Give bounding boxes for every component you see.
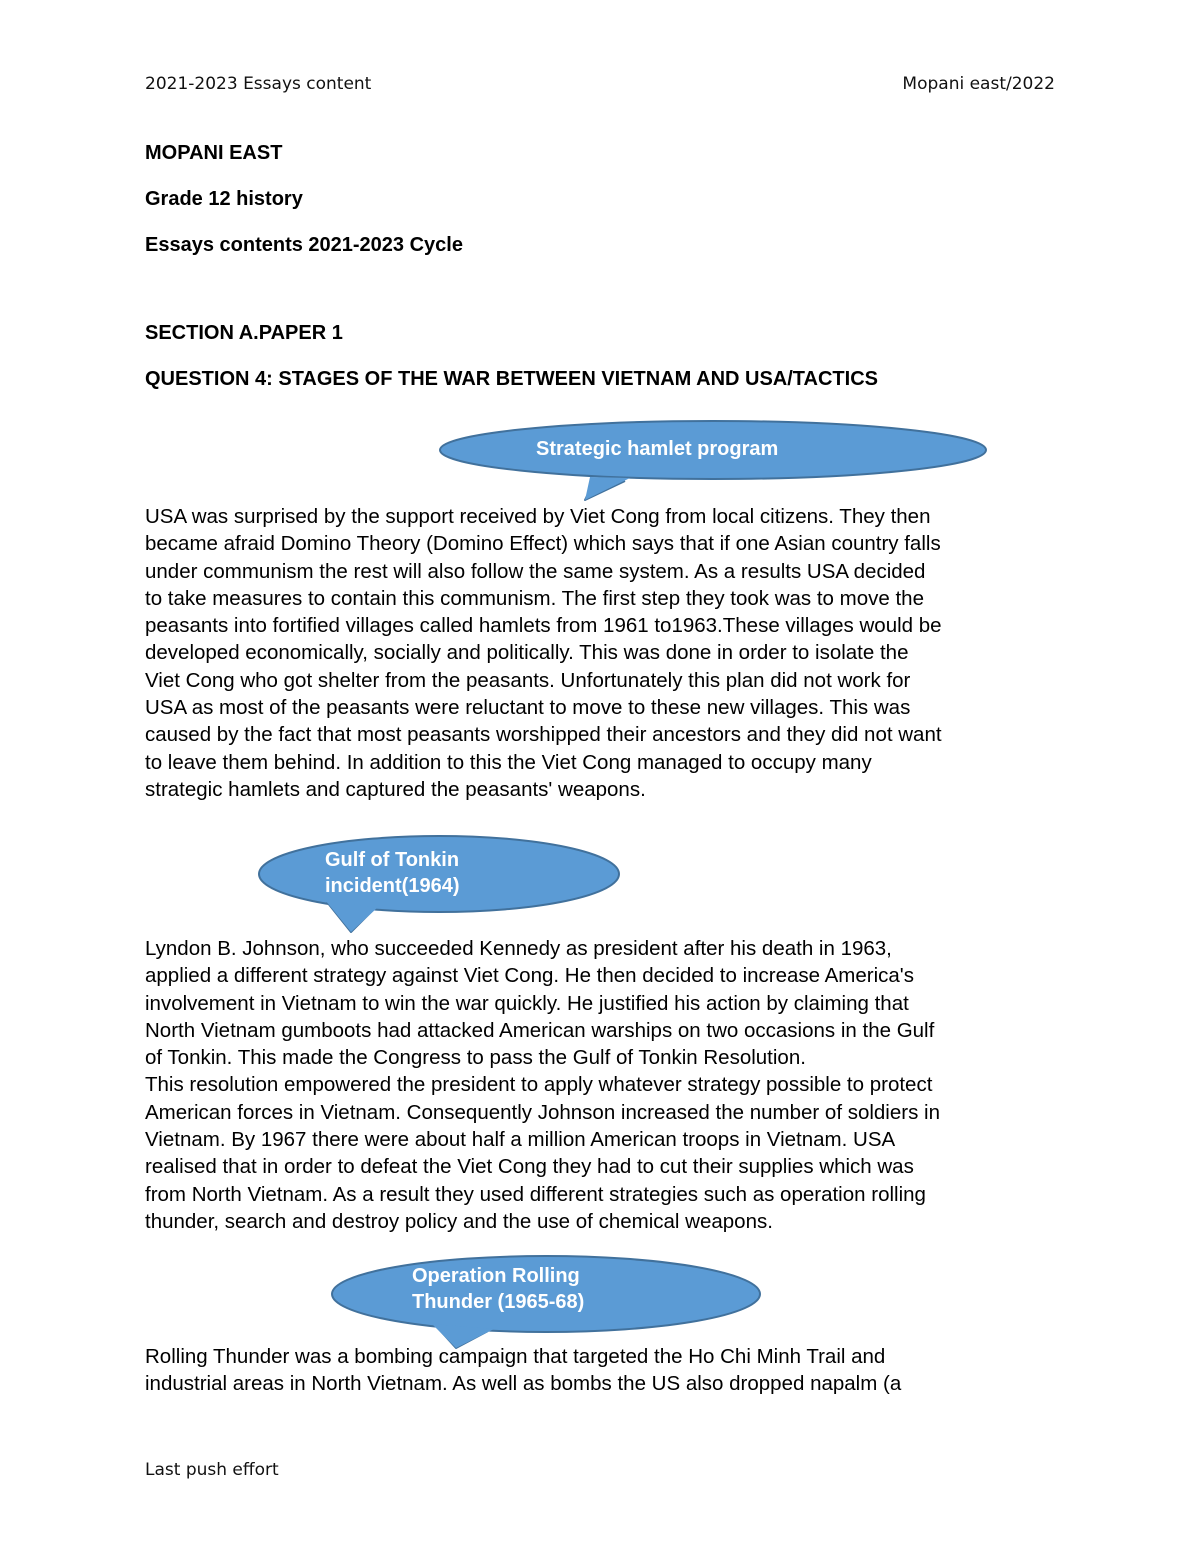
para2-line: thunder, search and destroy policy and the use of chemical weapons. [145, 1209, 773, 1233]
paragraph-gulf-of-tonkin [145, 935, 1065, 1235]
callout-rolling-thunder-line2: Thunder (1965-68) [412, 1291, 585, 1313]
grade-title: Grade 12 history [145, 188, 303, 210]
footer-text: Last push effort [145, 1460, 279, 1480]
callout-rolling-thunder-line1: Operation Rolling [412, 1265, 580, 1287]
para2-line: involvement in Vietnam to win the war quickly. He justified his action by claiming that [145, 991, 909, 1015]
para2-line: Lyndon B. Johnson, who succeeded Kennedy as president after his death in 1963, [145, 937, 892, 960]
para2-line: of Tonkin. This made the Congress to pass the Gulf of Tonkin Resolution. [145, 1046, 806, 1070]
para1-line: USA was surprised by the support received by Viet Cong from local citizens. They then [145, 505, 931, 528]
para2-line: North Vietnam gumboots had attacked American warships on two occasions in the Gulf [145, 1018, 935, 1042]
para1-line: strategic hamlets and captured the peasants' weapons. [145, 777, 646, 801]
para2-line: Vietnam. By 1967 there were about half a million American troops in Vietnam. USA [145, 1128, 896, 1152]
school-title: MOPANI EAST [145, 142, 283, 164]
para2-line: from North Vietnam. As a result they used different strategies such as operation rolling [145, 1182, 926, 1206]
question-heading: QUESTION 4: STAGES OF THE WAR BETWEEN VIETNAM AND USA/TACTICS [145, 368, 878, 390]
callout-gulf-of-tonkin-line2: incident(1964) [325, 875, 460, 897]
essays-title: Essays contents 2021-2023 Cycle [145, 234, 463, 256]
callout-gulf-of-tonkin-line1: Gulf of Tonkin [325, 849, 460, 871]
header-left: 2021-2023 Essays content [145, 74, 372, 94]
para1-line: peasants into fortified villages called hamlets from 1961 to1963.These villages would be [145, 614, 942, 638]
para1-line: to leave them behind. In addition to this the Viet Cong managed to occupy many [145, 750, 872, 774]
para2-line: This resolution empowered the president to apply whatever strategy possible to protect [145, 1073, 933, 1097]
callout-strategic-hamlet-label: Strategic hamlet program [536, 438, 779, 460]
header-right: Mopani east/2022 [902, 74, 1055, 94]
para3-line: Rolling Thunder was a bombing campaign that targeted the Ho Chi Minh Trail and [145, 1345, 886, 1368]
para2-line: realised that in order to defeat the Viet Cong they had to cut their supplies which was [145, 1155, 914, 1179]
para1-line: under communism the rest will also follow the same system. As a results USA decided [145, 559, 926, 583]
para1-line: USA as most of the peasants were reluctant to move to these new villages. This was [145, 696, 911, 720]
para1-line: Viet Cong who got shelter from the peasants. Unfortunately this plan did not work for [145, 668, 911, 692]
para1-line: developed economically, socially and politically. This was done in order to isolate the [145, 641, 909, 665]
paragraph-strategic-hamlet [145, 503, 1065, 803]
paragraph-rolling-thunder [145, 1343, 1065, 1398]
para2-line: applied a different strategy against Viet Cong. He then decided to increase America's [145, 964, 914, 988]
section-heading: SECTION A.PAPER 1 [145, 322, 343, 344]
para1-line: to take measures to contain this communism. The first step they took was to move the [145, 586, 924, 610]
para2-line: American forces in Vietnam. Consequently Johnson increased the number of soldiers in [145, 1100, 940, 1124]
para1-line: caused by the fact that most peasants worshipped their ancestors and they did not want [145, 723, 942, 747]
para3-line: industrial areas in North Vietnam. As well as bombs the US also dropped napalm (a [145, 1372, 902, 1396]
callout-strategic-hamlet [435, 418, 995, 510]
para1-line: became afraid Domino Theory (Domino Effect) which says that if one Asian country falls [145, 532, 941, 556]
